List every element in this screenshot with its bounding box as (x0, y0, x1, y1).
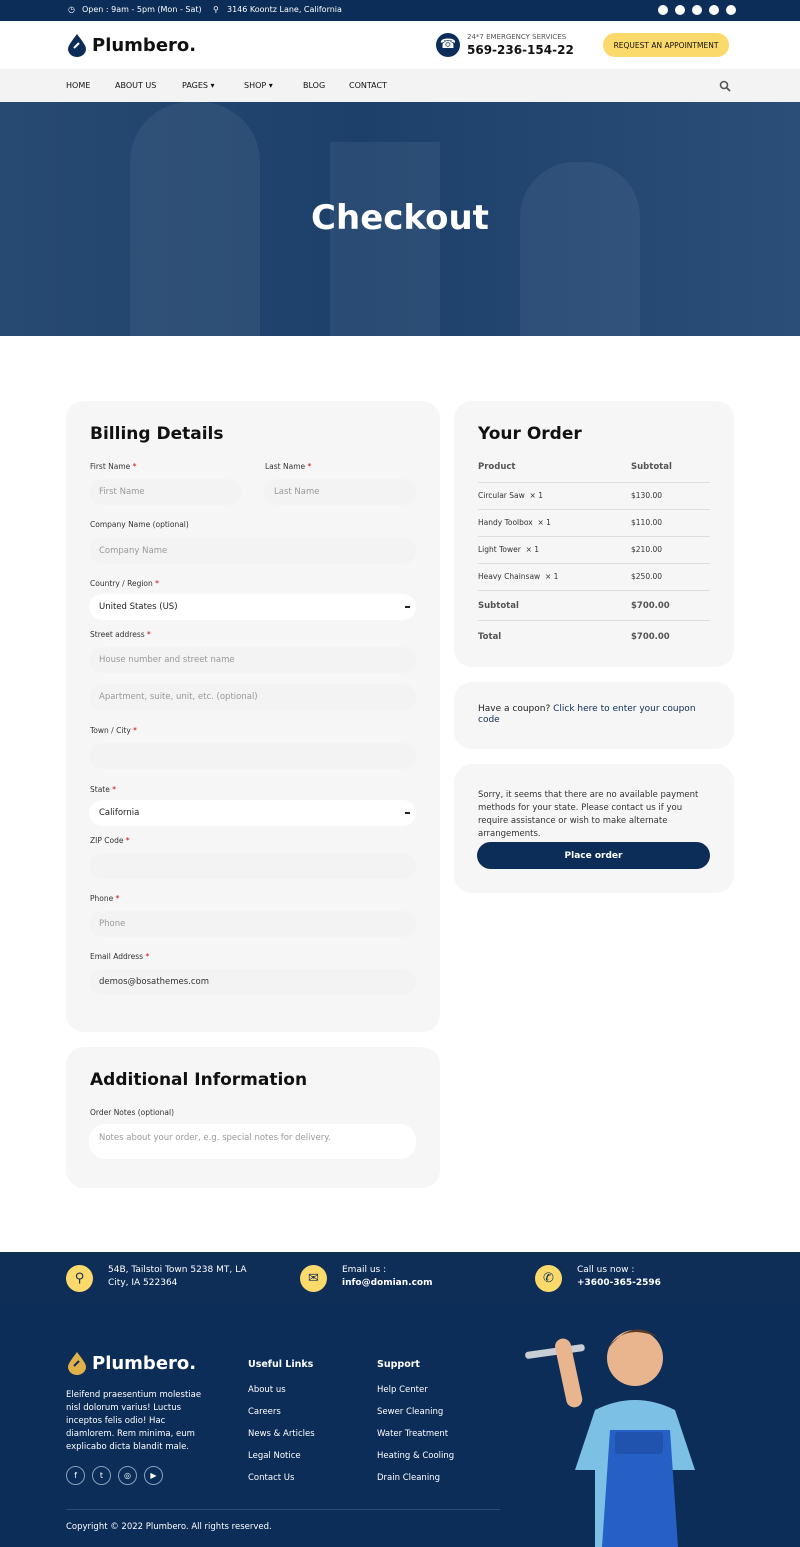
phone-icon: ✆ (535, 1265, 562, 1292)
footer-link[interactable]: Help Center (377, 1385, 428, 1395)
subtotal-value: $700.00 (631, 601, 670, 611)
drop-logo-icon (66, 1351, 88, 1375)
label-text: Country / Region (90, 579, 153, 588)
footer-link[interactable]: Heating & Cooling (377, 1451, 455, 1461)
youtube-icon[interactable]: ▶ (144, 1466, 163, 1485)
item-name: Circular Saw (478, 491, 525, 500)
twitter-icon[interactable]: t (92, 1466, 111, 1485)
country-value: United States (US) (99, 602, 178, 612)
hero-figure (520, 162, 640, 336)
place-order-button[interactable]: Place order (477, 842, 710, 869)
order-total-row (478, 621, 710, 651)
strip-phone[interactable]: +3600-365-2596 (577, 1278, 661, 1288)
location-icon: ⚲ (213, 5, 219, 14)
city-input[interactable] (89, 743, 416, 769)
city-label (90, 726, 137, 735)
label-text: Last Name (265, 462, 306, 471)
zip-input[interactable] (89, 853, 416, 879)
footer-link[interactable]: Water Treatment (377, 1429, 449, 1439)
opening-hours: Open : 9am - 5pm (Mon - Sat) (82, 5, 202, 14)
item-qty: × 1 (544, 572, 559, 581)
contact-strip (0, 1252, 800, 1305)
state-label (90, 785, 116, 794)
site-footer (0, 1305, 800, 1547)
youtube-icon[interactable] (692, 5, 702, 15)
required-mark: * (112, 785, 116, 794)
copyright: Copyright © 2022 Plumbero. All rights reserved. (66, 1522, 272, 1532)
footer-link[interactable]: Contact Us (248, 1473, 295, 1483)
linkedin-icon[interactable] (726, 5, 736, 15)
chevron-down-icon: ▾ (210, 81, 215, 90)
required-mark: * (115, 894, 120, 903)
required-mark: * (145, 952, 150, 961)
item-qty: × 1 (529, 491, 543, 500)
total-value: $700.00 (631, 632, 670, 642)
total-label: Total (478, 632, 502, 642)
call-label: Call us now : (577, 1265, 635, 1275)
country-select[interactable] (89, 594, 416, 620)
order-item-name (478, 545, 539, 554)
main-nav (0, 69, 800, 102)
item-name: Light Tower (478, 545, 521, 554)
order-item-row (478, 483, 710, 510)
nav-pages[interactable] (182, 81, 215, 90)
label-text: State (90, 785, 110, 794)
street-label (90, 630, 151, 639)
footer-link[interactable]: Legal Notice (248, 1451, 301, 1461)
required-mark: * (125, 836, 130, 845)
label-text: ZIP Code (90, 836, 124, 845)
payment-notice: Sorry, it seems that there are no available payment methods for your state. Please contact us if you require assistance or wish to make alternate arrangements. (478, 790, 699, 839)
facebook-icon[interactable]: f (66, 1466, 85, 1485)
order-item-row (478, 564, 710, 591)
last-name-label (265, 462, 311, 471)
strip-email[interactable]: info@domian.com (342, 1278, 433, 1288)
footer-logo[interactable] (66, 1351, 196, 1375)
envelope-icon: ✉ (300, 1265, 327, 1292)
order-title: Your Order (478, 424, 582, 444)
footer-link[interactable]: About us (248, 1385, 286, 1395)
clock-icon: ◷ (68, 5, 75, 14)
order-item-name (478, 491, 543, 500)
billing-title: Billing Details (90, 424, 224, 444)
logo[interactable] (66, 33, 196, 57)
coupon-link[interactable]: Click here to enter your coupon code (478, 704, 696, 725)
required-mark: * (307, 462, 312, 471)
nav-shop-label: SHOP (244, 81, 267, 90)
item-qty: × 1 (525, 545, 540, 554)
state-select[interactable] (89, 800, 416, 826)
order-item-row (478, 537, 710, 564)
first-name-input[interactable] (89, 479, 241, 505)
order-item-price: $130.00 (631, 491, 663, 500)
select-arrow-icon (405, 606, 410, 608)
page-title: Checkout (311, 198, 489, 238)
additional-title: Additional Information (90, 1070, 308, 1090)
search-icon[interactable] (719, 80, 731, 92)
order-item-name (478, 518, 551, 527)
footer-link[interactable]: Sewer Cleaning (377, 1407, 444, 1417)
instagram-icon[interactable]: ◎ (118, 1466, 137, 1485)
nav-blog[interactable]: BLOG (303, 81, 326, 90)
instagram-icon[interactable] (709, 5, 719, 15)
useful-links-title: Useful Links (248, 1359, 314, 1370)
twitter-icon[interactable] (675, 5, 685, 15)
support-title: Support (377, 1359, 420, 1370)
plumber-image (515, 1320, 740, 1547)
footer-divider (66, 1509, 500, 1510)
hero-dishwasher (330, 142, 440, 336)
order-notes-label: Order Notes (optional) (90, 1108, 174, 1117)
subtotal-label: Subtotal (478, 601, 519, 611)
coupon-notice (478, 704, 713, 726)
email-label: Email us : (342, 1265, 387, 1275)
email-label (90, 952, 149, 961)
company-label: Company Name (optional) (90, 520, 189, 529)
footer-about: Eleifend praesentium molestiae nisl dolorum varius! Luctus inceptos felis odio! Hac diamlorem. Rem minima, eum explicabo dicta blandit male. (66, 1390, 202, 1452)
facebook-icon[interactable] (658, 5, 668, 15)
location-pin-icon: ⚲ (66, 1265, 93, 1292)
strip-address: 54B, Tailstoi Town 5238 MT, LA City, IA 522364 (108, 1265, 247, 1288)
first-name-label (90, 462, 136, 471)
state-value: California (99, 808, 140, 818)
top-bar (0, 0, 800, 21)
label-text: First Name (90, 462, 131, 471)
nav-pages-label: PAGES (182, 81, 208, 90)
required-mark: * (155, 579, 159, 588)
required-mark: * (147, 630, 151, 639)
label-text: Phone (90, 894, 114, 903)
item-name: Handy Toolbox (478, 518, 533, 527)
last-name-input[interactable] (264, 479, 416, 505)
col-subtotal: Subtotal (631, 462, 672, 472)
footer-link[interactable]: News & Articles (248, 1429, 315, 1439)
phone-input[interactable] (89, 911, 416, 937)
select-arrow-icon (405, 812, 410, 814)
nav-shop[interactable] (244, 81, 273, 90)
chevron-down-icon: ▾ (268, 81, 273, 90)
email-input[interactable] (89, 969, 416, 995)
order-item-price: $210.00 (631, 545, 663, 554)
apartment-input[interactable] (89, 684, 416, 710)
coupon-text: Have a coupon? (478, 704, 551, 714)
phone-label (90, 894, 119, 903)
emergency-label: 24*7 EMERGENCY SERVICES (467, 33, 567, 41)
order-item-price: $250.00 (631, 572, 663, 581)
required-mark: * (132, 462, 137, 471)
country-label (90, 579, 159, 588)
nav-about[interactable]: ABOUT US (115, 81, 157, 90)
emergency-phone[interactable]: 569-236-154-22 (467, 43, 574, 57)
footer-link[interactable]: Drain Cleaning (377, 1473, 440, 1483)
label-text: Town / City (90, 726, 131, 735)
order-header-row (478, 460, 710, 483)
zip-label (90, 836, 130, 845)
item-qty: × 1 (537, 518, 551, 527)
col-product: Product (478, 462, 516, 472)
page-hero (0, 102, 800, 336)
nav-contact[interactable]: CONTACT (349, 81, 387, 90)
label-text: Email Address (90, 952, 144, 961)
company-input[interactable] (89, 538, 416, 564)
top-address: 3146 Koontz Lane, California (227, 5, 342, 14)
label-text: Street address (90, 630, 145, 639)
street-input[interactable] (89, 647, 416, 673)
order-item-price: $110.00 (631, 518, 663, 527)
phone-icon: ☎ (436, 33, 460, 57)
required-mark: * (133, 726, 137, 735)
order-subtotal-row (478, 591, 710, 621)
additional-info-card (66, 1047, 440, 1188)
order-notes-textarea[interactable] (89, 1124, 416, 1159)
logo-text: Plumbero. (92, 34, 197, 56)
request-appointment-button[interactable]: REQUEST AN APPOINTMENT (603, 33, 729, 57)
footer-link[interactable]: Careers (248, 1407, 281, 1417)
order-item-name (478, 572, 558, 581)
order-item-row (478, 510, 710, 537)
drop-logo-icon (66, 33, 88, 57)
item-name: Heavy Chainsaw (478, 572, 541, 581)
logo-text: Plumbero. (92, 1352, 197, 1374)
nav-home[interactable]: HOME (66, 81, 91, 90)
